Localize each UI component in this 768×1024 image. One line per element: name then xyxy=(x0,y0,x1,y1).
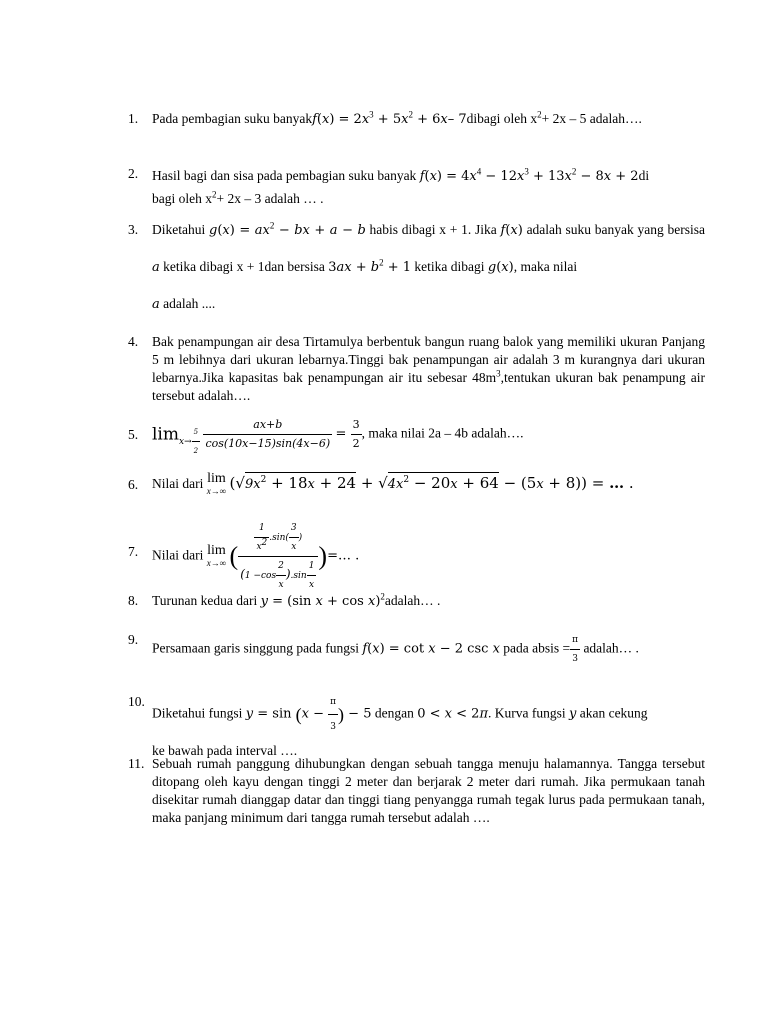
math-expression: y xyxy=(260,594,268,609)
question-10: 10. Diketahui fungsi y = sin (x − $\frac{\pi}{3}$ ) − 5 dengan 0 < x < 2π. Kurva fungsi y akan cekung ke bawah pada interval …. xyxy=(128,693,705,763)
question-text: ketika dibagi xyxy=(414,259,485,274)
question-text: adalah .... xyxy=(163,296,216,311)
question-text: ke bawah pada interval …. xyxy=(152,743,298,758)
question-2: 2. Hasil bagi dan sisa pada pembagian suku banyak $f(x) = 4x^4 - 12x^3 + 13x^2 - 8x + 2di$ bagi oleh $x^2+ 2x - 3$ adalah … . xyxy=(128,166,650,206)
question-text: ,tentukan ukuran bak penampung air tersebut adalah…. xyxy=(152,370,705,403)
question-9: 9. Persamaan garis singgung pada fungsi f(x) = cot x − 2 csc x pada absis = $\frac{\pi}{3}$ adalah… . xyxy=(128,632,639,664)
question-number: 8. xyxy=(128,593,139,608)
question-text: Bak penampungan air desa Tirtamulya berbentuk bangun ruang balok yang memiliki ukuran Panjang 5 m lebihnya dari ukuran lebarnya.Tinggi bak penampungan air adalah 3 m kurangnya dari ukuran lebarnya.Jika kapasitas bak penampungan air itu sebesar 48m xyxy=(152,334,705,385)
math-expression: f xyxy=(419,169,425,184)
question-3: 3. Diketahui $g(x) = ax^2$ − bx + a − b habis dibagi x + 1. Jika f(x) adalah suku banyak yang bersisa a ketika dibagi x + 1dan bersisa $3ax + b^2 + 1$ ketika dibagi g(x), maka nilai a adalah .... xyxy=(128,220,706,312)
limit-operator: lim x→∞ xyxy=(206,471,227,496)
question-number: 1. xyxy=(128,111,139,126)
question-number: 5. xyxy=(128,427,139,442)
question-number: 4. xyxy=(128,334,139,349)
question-4: 4. Bak penampungan air desa Tirtamulya berbentuk bangun ruang balok yang memiliki ukuran Panjang 5 m lebihnya dari ukuran lebarnya.Tinggi bak penampungan air adalah 3 m kurangnya dari ukuran lebarnya.Jika kapasitas bak penampungan air itu sebesar $48m^3,tentukan$ ukuran bak penampung air tersebut adalah…. xyxy=(128,334,705,403)
question-text: habis dibagi x + 1. Jika xyxy=(369,222,497,237)
question-number: 7. xyxy=(128,544,139,559)
question-text: + 2x – 3 adalah … . xyxy=(216,191,324,206)
question-text: ketika dibagi x + 1dan bersisa xyxy=(163,259,325,274)
question-text: , maka nilai 2a – 4b adalah…. xyxy=(361,425,524,441)
question-text: Hasil bagi dan sisa pada pembagian suku banyak xyxy=(152,168,417,183)
limit-operator: lim x→∞ xyxy=(206,542,227,568)
question-text: , maka nilai xyxy=(513,259,578,274)
question-5: 5. $\lim_{x\to \frac{5}{2}}$ $\frac{ax+b}{\cos(10x-15)\sin(4x-6)}$ = $\frac{3}{2}$ , maka nilai 2a – 4b adalah…. xyxy=(128,418,524,455)
question-text: dibagi oleh x xyxy=(466,111,538,126)
question-text: yang bersisa xyxy=(637,222,706,237)
question-text: Nilai dari xyxy=(152,476,204,492)
math-expression: g xyxy=(209,223,218,238)
question-text: Nilai dari xyxy=(152,547,204,563)
question-text: Sebuah rumah panggung dihubungkan dengan sebuah tangga menuju halamannya. Tangga tersebut ditopang oleh kayu dengan tinggi 2 meter dan berjarak 2 meter dari rumah. Jika permukaan tanah disekitar rumah dianggap datar dan tinggi tiang penyangga rumah tegak lurus pada permukaan tanah, maka panjang minimum dari tangga rumah tersebut adalah …. xyxy=(152,756,705,825)
question-text: akan cekung xyxy=(579,705,648,721)
question-text: dengan xyxy=(374,705,414,721)
question-7: 7. Nilai dari lim x→∞ ( $\frac{1}{x^2}$ .sin( $\frac{3}{x}$ ) (1 −cos $\frac{2}{x}$ ).sin $\frac{1}{x}$ )=… . xyxy=(128,521,705,594)
math-expression: $\frac{1}{x^2}$ .sin( $\frac{3}{x}$ ) (1 −cos $\frac{2}{x}$ ).sin $\frac{1}{x}$ xyxy=(238,519,318,594)
question-text: Diketahui fungsi xyxy=(152,705,243,721)
question-text: pada absis = xyxy=(503,640,571,656)
question-number: 9. xyxy=(128,632,139,647)
math-expression: f xyxy=(362,641,368,657)
question-text: =… . xyxy=(327,548,360,564)
question-text: Pada pembagian suku banyak xyxy=(152,111,313,126)
question-number: 6. xyxy=(128,477,139,492)
question-text: + 2x – 5 adalah…. xyxy=(541,111,642,126)
question-6 xyxy=(128,473,705,497)
math-expression: y xyxy=(245,706,254,722)
question-1: 1. Pada pembagian suku banyakf(x) = $2x^3 + 5x^2 + 6x-$ 7dibagi oleh $x^2+ 2x - 5$ adalah…. xyxy=(128,109,642,127)
question-text: adalah… . xyxy=(583,640,639,656)
question-text: . Kurva fungsi xyxy=(487,705,566,721)
question-text: bagi oleh x xyxy=(152,191,212,206)
math-expression: lim xyxy=(152,424,179,445)
question-number: 3. xyxy=(128,222,139,237)
question-text: Turunan kedua dari xyxy=(152,593,258,608)
question-number: 2. xyxy=(128,166,139,181)
math-expression: $(√9x^2 + 18x + 24 + √4x^2 - 20x + 64 - (5x + 8))$ = … . xyxy=(229,474,634,493)
question-text: adalah… . xyxy=(384,593,441,608)
question-text: Diketahui xyxy=(152,222,206,237)
math-expression: f xyxy=(312,112,317,127)
question-text: Persamaan garis singgung pada fungsi xyxy=(152,640,359,656)
question-8: 8. Turunan kedua dari y = (sin x + cos x)$^2$adalah… . xyxy=(128,591,441,609)
question-text: di xyxy=(638,168,650,183)
question-number: 10. xyxy=(128,694,145,709)
question-11 xyxy=(128,755,705,827)
question-number: 11. xyxy=(128,756,145,771)
question-text: adalah suku banyak xyxy=(526,222,634,237)
math-expression: $\frac{ax+b}{\cos(10x-15)\sin(4x-6)}$ xyxy=(205,418,331,450)
